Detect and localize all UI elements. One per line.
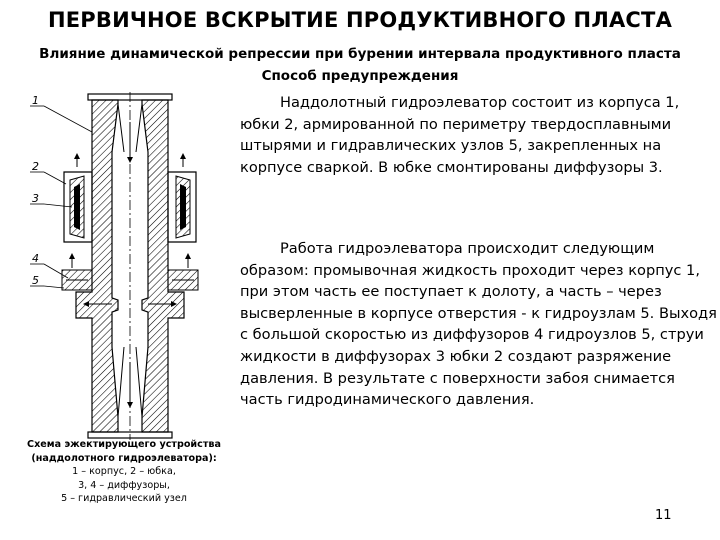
caption-line-3: 1 – корпус, 2 – юбка, — [72, 466, 176, 477]
hydroelevator-diagram — [22, 92, 232, 440]
paragraph-2-text: Работа гидроэлеватора происходит следующим образом: промывочная жидкость проходит через корпус 1, при этом часть ее поступает к долоту, а часть – через высверленные в корпусе отверстия - к гидроузлам 5. Выходя с большой скоростью из диффузоров 4 гидроузлов 5, струи жидкости в диффузорах 3 юбки 2 создают разряжение давления. В результате с поверхности забоя снимается часть гидродинамического давления. — [240, 240, 717, 409]
description-paragraph-2 — [240, 238, 718, 411]
caption-line-5: 5 – гидравлический узел — [61, 493, 187, 504]
caption-line-2: (наддолотного гидроэлеватора): — [31, 452, 217, 464]
diagram-label-1: 1 — [32, 94, 39, 107]
skirt-right — [168, 172, 196, 242]
page-number: 11 — [655, 508, 672, 523]
diagram-label-2: 2 — [32, 160, 39, 173]
diagram-label-5: 5 — [32, 274, 39, 287]
slide-title: ПЕРВИЧНОЕ ВСКРЫТИЕ ПРОДУКТИВНОГО ПЛАСТА — [47, 8, 673, 32]
description-paragraph-1 — [240, 92, 718, 178]
caption-line-4: 3, 4 – диффузоры, — [78, 479, 170, 491]
skirt-left — [64, 172, 92, 242]
body-left-wall — [76, 100, 118, 432]
slide-subtitle — [0, 43, 720, 87]
paragraph-1-text: Наддолотный гидроэлеватор состоит из корпуса 1, юбки 2, армированной по периметру твердосплавными штырями и гидравлических узлов 5, закрепленных на корпусе сваркой. В юбке смонтированы диффузоры 3. — [240, 94, 680, 176]
hydraulic-node-left — [62, 270, 92, 290]
subtitle-line-1: Влияние динамической репрессии при бурении интервала продуктивного пласта — [39, 46, 681, 62]
diagram-label-3: 3 — [32, 192, 39, 205]
caption-line-1: Схема эжектирующего устройства — [27, 439, 221, 450]
subtitle-line-2: Способ предупреждения — [261, 68, 459, 84]
diagram-label-4: 4 — [32, 252, 39, 265]
body-right-wall — [142, 100, 184, 432]
diagram-caption — [10, 438, 238, 506]
hydraulic-node-right — [168, 270, 198, 290]
